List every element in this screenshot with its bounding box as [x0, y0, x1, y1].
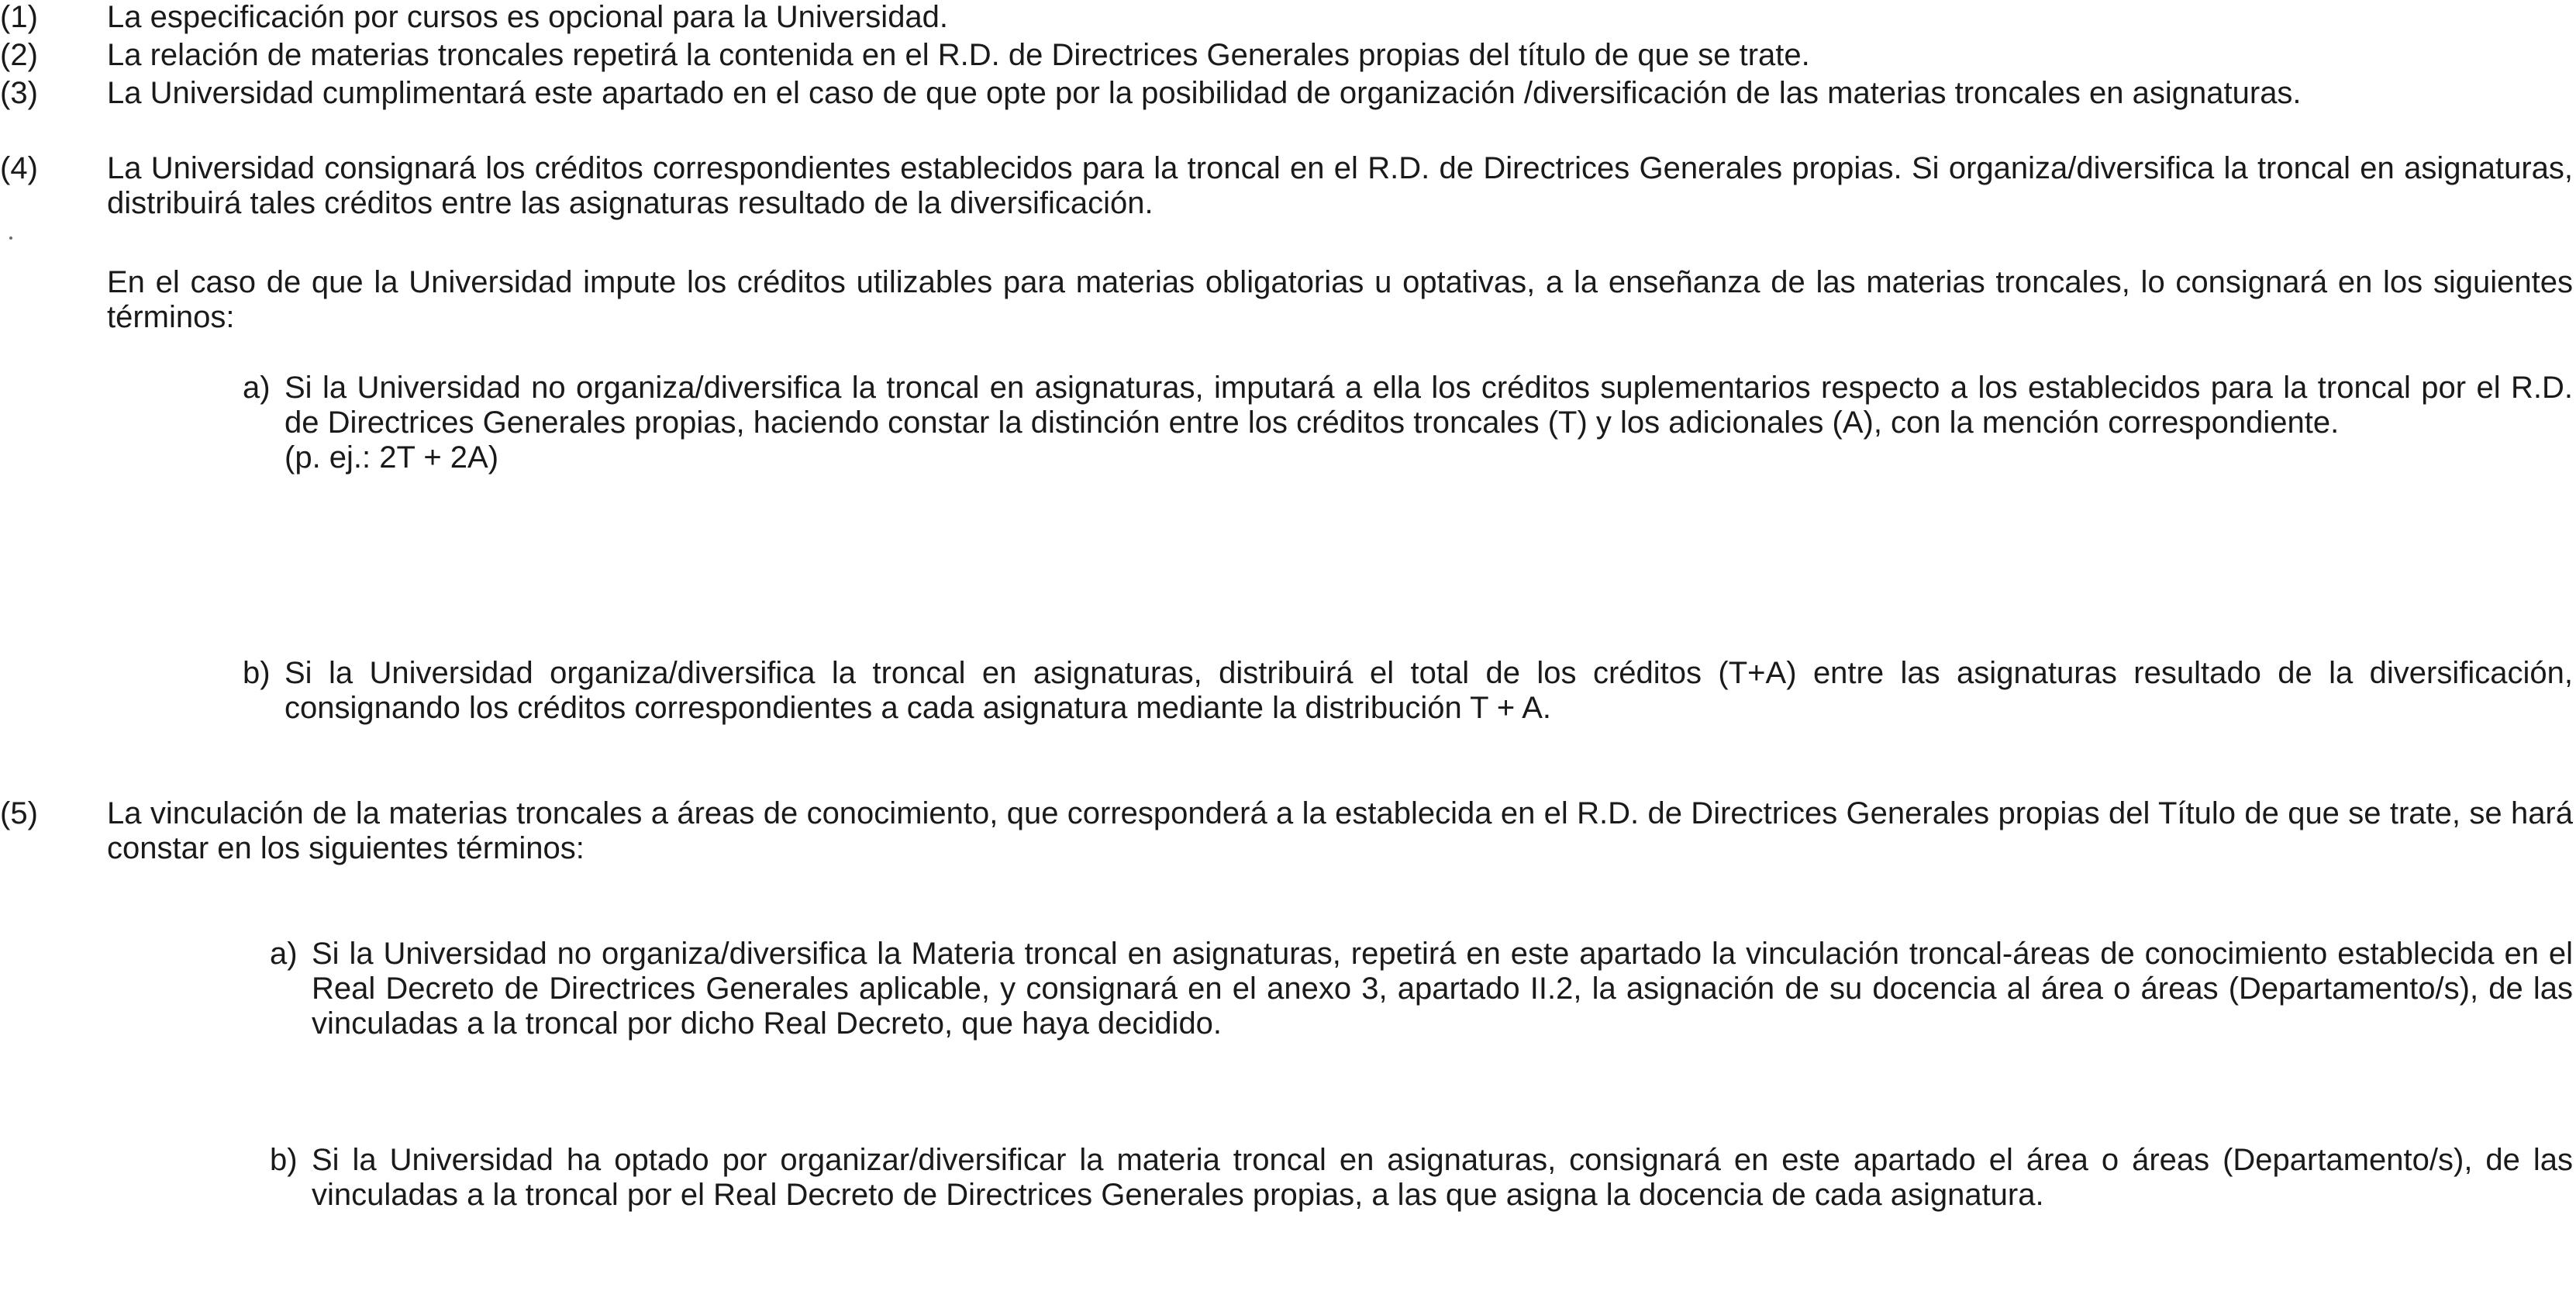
note-4-paragraph: En el caso de que la Universidad impute los créditos utilizables para materias obligatorias u optativas, a la enseñanza de las materias troncales, lo consignará en los siguientes términos:: [107, 265, 2573, 334]
item-text: Si la Universidad no organiza/diversifica la troncal en asignaturas, imputará a ella los créditos suplementarios respecto a los establecidos para la troncal por el R.D. de Directrices Generales propias, haciendo constar la distinción entre los créditos troncales (T) y los adicionales (A), con la mención correspondiente.: [284, 371, 2573, 440]
item-text: Si la Universidad no organiza/diversifica la Materia troncal en asignaturas, repetirá en este apartado la vinculación troncal-áreas de conocimiento establecida en el Real Decreto de Directrices Generales aplicable, y consignará en el anexo 3, apartado II.2, la asignación de su docencia al área o áreas (Departamento/s), de las vinculadas a la troncal por dicho Real Decreto, que haya decidido.: [312, 937, 2573, 1041]
note-number: (3): [0, 76, 38, 110]
item-text: Si la Universidad organiza/diversifica la troncal en asignaturas, distribuirá el total de los créditos (T+A) entre las asignaturas resultado de la diversificación, consignando los créditos correspondientes a cada asignatura mediante la distribución T + A.: [284, 656, 2573, 725]
item-label: b): [243, 656, 271, 690]
note-text: La especificación por cursos es opcional para la Universidad.: [107, 0, 949, 34]
item-label: a): [270, 937, 298, 971]
note-4-item-a: [243, 371, 2573, 475]
item-text: Si la Universidad ha optado por organizar/diversificar la materia troncal en asignaturas, consignará en este apartado el área o áreas (Departamento/s), de las vinculadas a la troncal por el Real Decreto de Directrices Generales propias, a las que asigna la docencia de cada asignatura.: [312, 1143, 2573, 1212]
note-text: La vinculación de la materias troncales a áreas de conocimiento, que corresponderá a la establecida en el R.D. de Directrices Generales propias del Título de que se trate, se hará constar en los siguientes términos:: [107, 796, 2573, 865]
note-text: La relación de materias troncales repetirá la contenida en el R.D. de Directrices Generales propias del título de que se trate.: [107, 38, 1810, 72]
item-label: b): [270, 1143, 298, 1177]
note-4-item-b: [243, 656, 2573, 726]
note-number: (5): [0, 796, 38, 830]
item-example: (p. ej.: 2T + 2A): [284, 440, 499, 475]
note-number: (1): [0, 0, 38, 34]
scan-mark: [9, 236, 12, 240]
note-5-item-b: [270, 1143, 2573, 1213]
note-text: La Universidad cumplimentará este apartado en el caso de que opte por la posibilidad de organización /diversificación de las materias troncales en asignaturas.: [107, 76, 2302, 110]
note-5-item-a: [270, 937, 2573, 1041]
note-text: La Universidad consignará los créditos correspondientes establecidos para la troncal en el R.D. de Directrices Generales propias. Si organiza/diversifica la troncal en asignaturas, distribuirá tales créditos entre las asignaturas resultado de la diversificación.: [107, 151, 2573, 220]
note-number: (4): [0, 151, 38, 185]
note-number: (2): [0, 38, 38, 72]
item-label: a): [243, 371, 271, 405]
